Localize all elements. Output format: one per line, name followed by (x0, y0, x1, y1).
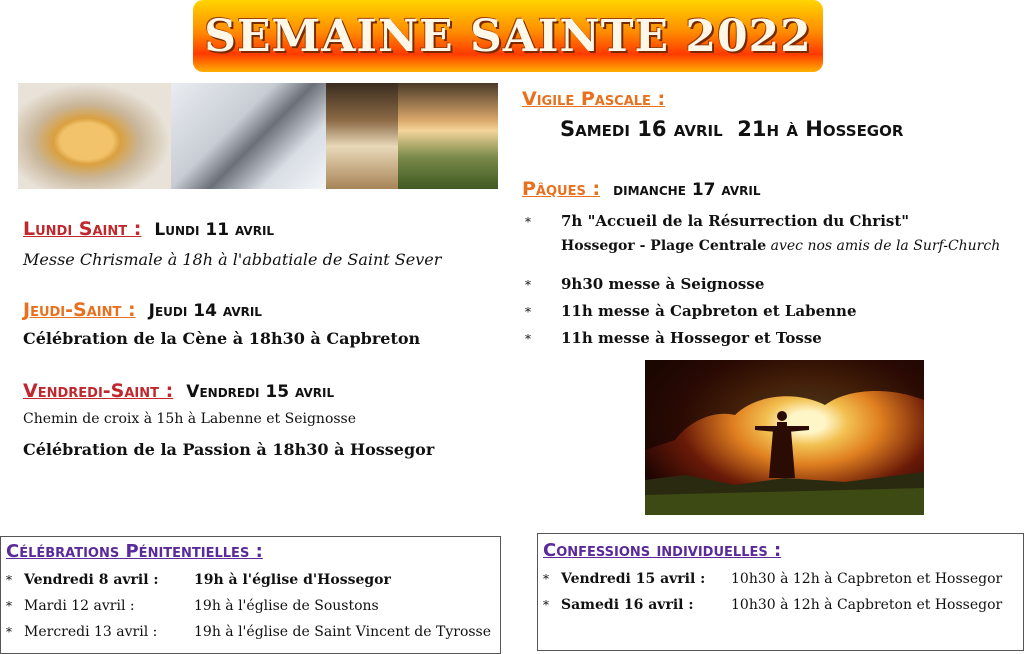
page-title: SEMAINE SAINTE 2022 (204, 10, 812, 62)
jeudi-saint-date: Jeudi 14 avril (148, 301, 262, 321)
resurrection-cave-photo (645, 360, 924, 515)
confessions-row: * Samedi 16 avril : 10h30 à 12h à Capbreton et Hossegor (543, 597, 1003, 613)
paques-date: dimanche 17 avril (613, 180, 761, 200)
paques-item-1-location: Hossegor - Plage Centrale avec nos amis de la Surf-Church (561, 238, 1001, 254)
crown-of-thorns-photo (326, 83, 398, 189)
jeudi-saint-heading (23, 299, 262, 321)
bullet-icon: * (525, 305, 531, 319)
vendredi-saint-label: Vendredi-Saint : (23, 380, 174, 402)
bullet-icon: * (525, 278, 531, 292)
penitentielles-row: * Mercredi 13 avril : 19h à l'église de Saint Vincent de Tyrosse (6, 624, 492, 640)
confessions-row: * Vendredi 15 avril : 10h30 à 12h à Capbreton et Hossegor (543, 571, 1003, 587)
paques-item-1: * 7h "Accueil de la Résurrection du Christ" (525, 212, 910, 230)
risen-christ-silhouette-icon (645, 360, 924, 515)
vendredi-saint-passion: Célébration de la Passion à 18h30 à Hossegor (23, 440, 435, 459)
vigile-pascale-date: Samedi 16 avril 21h à Hossegor (560, 117, 904, 141)
empty-tomb-photo (398, 83, 498, 189)
jeudi-saint-cene: Célébration de la Cène à 18h30 à Capbreton (23, 329, 421, 348)
lundi-saint-mass: Messe Chrismale à 18h à l'abbatiale de Saint Sever (23, 250, 442, 269)
lundi-saint-heading (23, 218, 274, 240)
foot-washing-photo (171, 83, 326, 189)
paques-heading (522, 178, 761, 200)
title-banner (193, 0, 823, 72)
penitentielles-box (0, 536, 501, 654)
penitentielles-row: * Vendredi 8 avril : 19h à l'église d'Hossegor (6, 572, 391, 588)
confessions-box (537, 533, 1024, 651)
lundi-saint-label: Lundi Saint : (23, 218, 142, 240)
bullet-icon: * (525, 215, 531, 229)
bullet-icon: * (525, 332, 531, 346)
penitentielles-title: Célébrations Pénitentielles : (6, 541, 263, 562)
lundi-saint-date: Lundi 11 avril (154, 220, 275, 240)
paques-item-4: * 11h messe à Hossegor et Tosse (525, 329, 822, 347)
vigile-pascale-label: Vigile Pascale : (522, 88, 666, 110)
jeudi-saint-label: Jeudi-Saint : (23, 299, 136, 321)
vendredi-saint-heading (23, 380, 334, 402)
penitentielles-row: * Mardi 12 avril : 19h à l'église de Soustons (6, 598, 379, 614)
bread-photo (18, 83, 171, 189)
paques-item-2: * 9h30 messe à Seignosse (525, 275, 765, 293)
paques-label: Pâques : (522, 178, 601, 200)
vendredi-saint-date: Vendredi 15 avril (186, 382, 335, 402)
confessions-title: Confessions individuelles : (543, 540, 782, 561)
vendredi-saint-chemin: Chemin de croix à 15h à Labenne et Seignosse (23, 411, 357, 427)
paques-item-3: * 11h messe à Capbreton et Labenne (525, 302, 857, 320)
